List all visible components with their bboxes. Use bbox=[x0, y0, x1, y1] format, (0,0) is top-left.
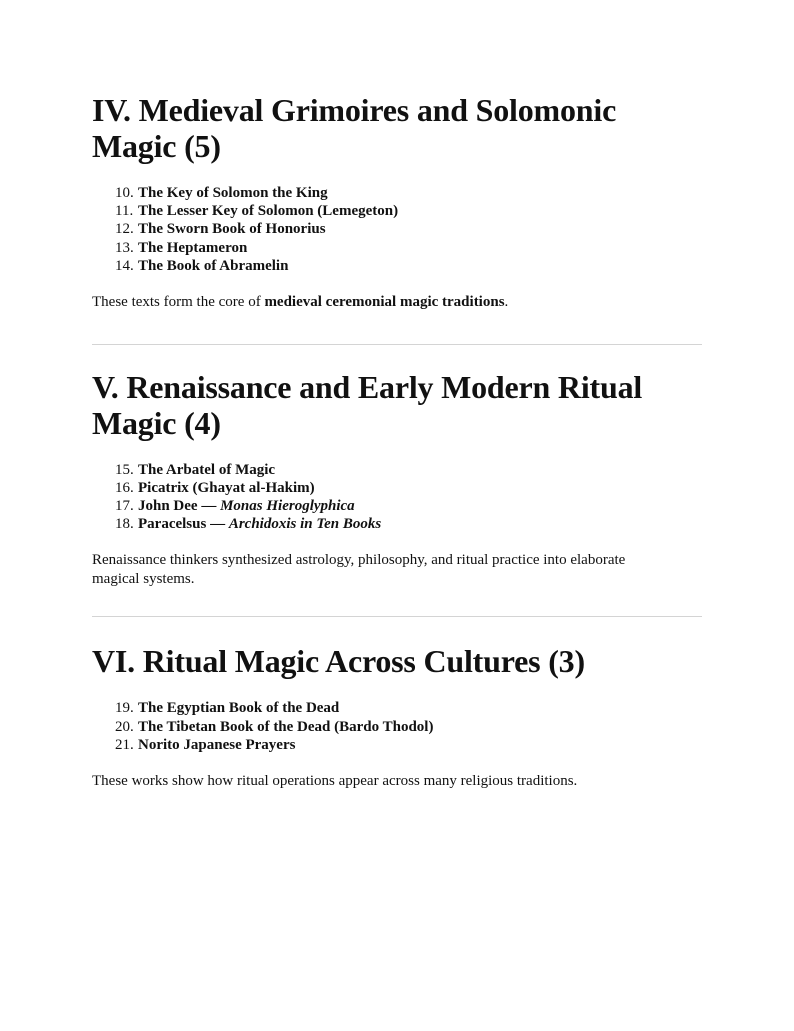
item-number: 13. bbox=[115, 239, 134, 256]
summary-end: . bbox=[504, 294, 509, 311]
item-number: 16. bbox=[115, 479, 134, 496]
heading-line-2: Magic (4) bbox=[92, 404, 221, 441]
item-number: 14. bbox=[115, 257, 134, 274]
list-item bbox=[115, 239, 702, 257]
section-heading bbox=[92, 92, 702, 164]
section-heading bbox=[92, 369, 702, 441]
list-item bbox=[115, 184, 702, 202]
item-title: The Egyptian Book of the Dead bbox=[138, 700, 340, 717]
list-item bbox=[115, 718, 702, 736]
list-item bbox=[115, 515, 702, 533]
item-title: Norito Japanese Prayers bbox=[138, 736, 296, 753]
heading-line-2: Magic (5) bbox=[92, 128, 221, 164]
item-number: 10. bbox=[115, 185, 134, 201]
summary-line-2: magical systems. bbox=[92, 570, 195, 587]
summary-line-1: Renaissance thinkers synthesized astrology, philosophy, and ritual practice into elaborate bbox=[92, 552, 626, 569]
item-title: The Heptameron bbox=[138, 239, 248, 256]
list-item bbox=[115, 257, 702, 275]
section-summary: These works show how ritual operations appear across many religious traditions. bbox=[92, 772, 578, 789]
section-heading: VI. Ritual Magic Across Cultures (3) bbox=[92, 643, 585, 680]
list-item bbox=[115, 479, 702, 497]
item-work-title: Archidoxis in Ten Books bbox=[228, 516, 382, 533]
text-list bbox=[92, 699, 702, 754]
text-list bbox=[92, 184, 702, 275]
item-number: 20. bbox=[115, 718, 134, 735]
list-item bbox=[115, 220, 702, 238]
item-title: The Key of Solomon the King bbox=[138, 185, 328, 201]
section-ritual-magic-across-cultures bbox=[92, 643, 702, 790]
heading-line-1: IV. Medieval Grimoires and Solomonic bbox=[92, 92, 617, 128]
item-title: The Lesser Key of Solomon (Lemegeton) bbox=[138, 203, 399, 220]
list-item bbox=[115, 699, 702, 717]
item-title: The Book of Abramelin bbox=[138, 257, 289, 274]
section-divider bbox=[92, 344, 702, 345]
item-number: 19. bbox=[115, 700, 134, 717]
section-divider bbox=[92, 616, 702, 617]
item-number: 18. bbox=[115, 516, 134, 533]
item-title: The Sworn Book of Honorius bbox=[138, 221, 326, 238]
heading-line-1: V. Renaissance and Early Modern Ritual bbox=[92, 368, 643, 405]
item-number: 15. bbox=[115, 461, 134, 478]
item-number: 11. bbox=[115, 203, 134, 220]
list-item bbox=[115, 497, 702, 515]
item-number: 21. bbox=[115, 736, 134, 753]
section-summary bbox=[92, 551, 702, 588]
item-number: 12. bbox=[115, 221, 134, 238]
section-summary bbox=[92, 293, 702, 312]
item-author: Paracelsus — bbox=[138, 516, 229, 533]
item-title: The Arbatel of Magic bbox=[138, 461, 276, 478]
text-list bbox=[92, 461, 702, 534]
item-author: John Dee — bbox=[138, 497, 221, 514]
section-medieval-grimoires bbox=[92, 92, 702, 312]
list-item bbox=[115, 461, 702, 479]
summary-text: These texts form the core of bbox=[92, 294, 265, 311]
section-renaissance-ritual-magic bbox=[92, 369, 702, 589]
item-number: 17. bbox=[115, 497, 134, 514]
item-work-title: Monas Hieroglyphica bbox=[220, 497, 355, 514]
list-item bbox=[115, 736, 702, 754]
item-title: The Tibetan Book of the Dead (Bardo Thodol) bbox=[138, 718, 434, 735]
summary-emphasis: medieval ceremonial magic traditions bbox=[264, 294, 505, 311]
item-title: Picatrix (Ghayat al-Hakim) bbox=[138, 479, 315, 496]
list-item bbox=[115, 202, 702, 220]
